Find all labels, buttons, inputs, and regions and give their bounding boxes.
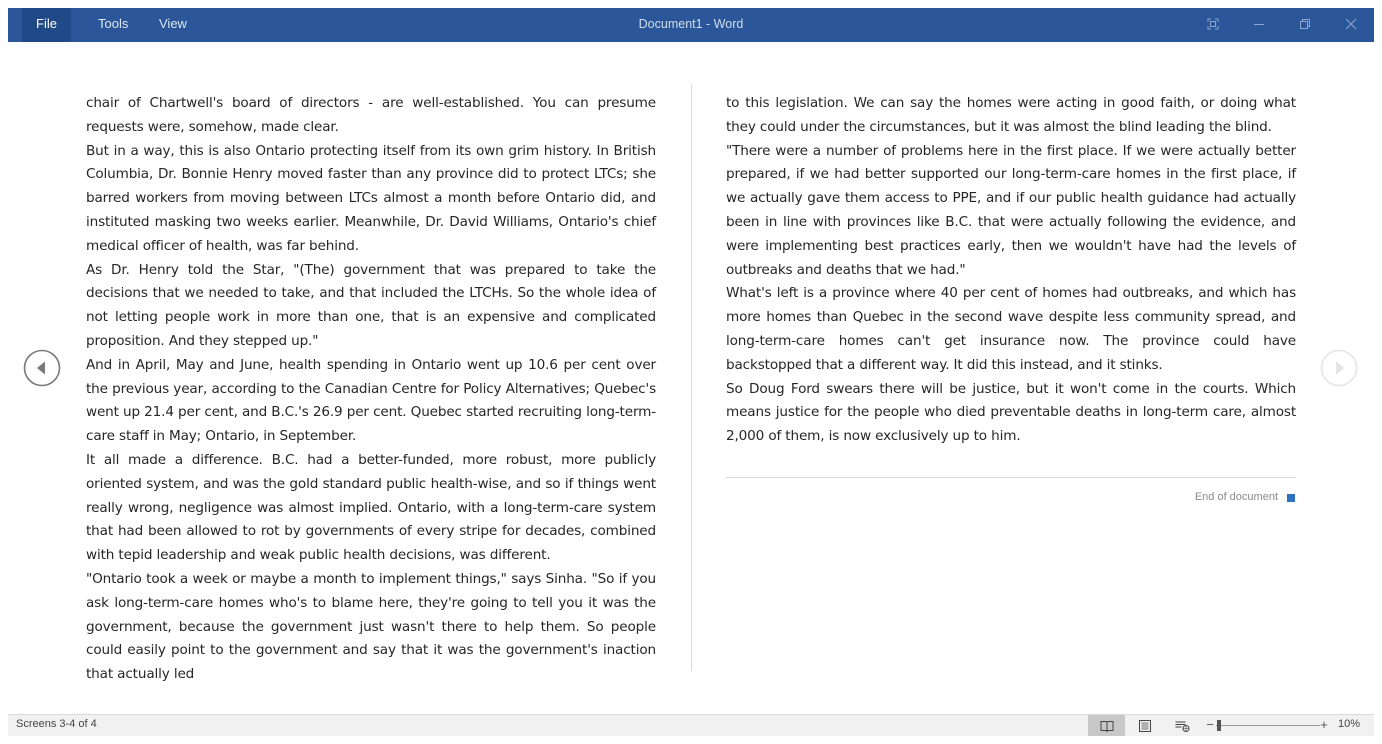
paragraph: chair of Chartwell's board of directors - are well-established. You can presume requests were, somehow, made clear. xyxy=(86,95,656,135)
end-of-document-rule xyxy=(726,477,1296,478)
minimize-button[interactable] xyxy=(1236,8,1282,40)
read-mode-button[interactable] xyxy=(1088,715,1125,736)
full-screen-button[interactable] xyxy=(1190,8,1236,40)
full-screen-icon xyxy=(1207,18,1219,30)
end-of-document-label: End of document xyxy=(1194,491,1278,503)
zoom-slider-thumb[interactable] xyxy=(1217,720,1221,731)
paragraph: to this legislation. We can say the homes were acting in good faith, or doing what they could under the circumstances, but it was almost the blind leading the blind. xyxy=(726,95,1296,135)
paragraph: "Ontario took a week or maybe a month to implement things," says Sinha. "So if you ask long-term-care homes who's to blame here, they're going to tell you it was the government, because the government just wasn't there to help them. So people could easily point to the government and say that it was the government's inaction that actually led xyxy=(86,570,656,683)
screen-count: Screens 3-4 of 4 xyxy=(16,718,97,730)
paragraph: "There were a number of problems here in the first place. If we were actually better prepared, if we had better supported our long-term-care homes in the first place, if we actually gave them access to PPE, and if our public health guidance had actually been in line with provinces like B.C. that were actually following the evidence, and were implementing best practices early, then we wouldn't have had the levels of outbreaks and deaths that we had." xyxy=(726,142,1296,278)
arrow-left-circle-icon xyxy=(23,349,61,387)
next-screen-button[interactable] xyxy=(1320,349,1358,387)
page-right xyxy=(726,92,1296,449)
title-bar xyxy=(8,8,1374,42)
read-mode-icon xyxy=(1100,720,1114,732)
zoom-level[interactable]: 10% xyxy=(1338,718,1361,730)
close-button[interactable] xyxy=(1328,8,1374,40)
paragraph: So Doug Ford swears there will be justice, but it won't come in the courts. Which means justice for the people who died preventable deaths in long-term care, almost 2,000 of them, is now exclusively up to him. xyxy=(726,380,1296,445)
word-window xyxy=(8,8,1374,736)
paragraph: It all made a difference. B.C. had a better-funded, more robust, more publicly oriented system, and was the gold standard public health-wise, and so if things went really wrong, negligence was almost implied. Ontario, with a long-term-care system that had been allowed to rot by governments of every stripe for decades, combined with tepid leadership and weak public health decisions, was different. xyxy=(86,451,656,564)
arrow-right-circle-icon xyxy=(1320,349,1358,387)
zoom-out-button[interactable]: − xyxy=(1206,717,1214,732)
menu-view[interactable]: View xyxy=(159,16,187,31)
minimize-icon xyxy=(1253,18,1265,30)
web-layout-button[interactable] xyxy=(1164,715,1201,736)
restore-icon xyxy=(1299,18,1311,30)
menu-tools[interactable]: Tools xyxy=(98,16,129,31)
zoom-in-button[interactable]: + xyxy=(1320,717,1328,732)
paragraph: As Dr. Henry told the Star, "(The) government that was prepared to take the decisions that we needed to take, and that included the LTCHs. So the whole idea of not letting people work in more than one, that is an expensive and complicated proposition. And they stepped up." xyxy=(86,261,656,349)
print-layout-button[interactable] xyxy=(1126,715,1163,736)
previous-screen-button[interactable] xyxy=(23,349,61,387)
restore-button[interactable] xyxy=(1282,8,1328,40)
zoom-slider-track[interactable] xyxy=(1216,725,1320,726)
paragraph: But in a way, this is also Ontario protecting itself from its own grim history. In British Columbia, Dr. Bonnie Henry moved faster than any province did to protect LTCs; she barred workers from moving between LTCs almost a month before Ontario did, and instituted masking two weeks earlier. Meanwhile, Dr. David Williams, Ontario's chief medical officer of health, was far behind. xyxy=(86,142,656,254)
status-bar xyxy=(8,714,1374,736)
print-layout-icon xyxy=(1138,720,1152,732)
window-title: Document1 - Word xyxy=(638,17,744,31)
web-layout-icon xyxy=(1175,720,1190,732)
menu-file[interactable]: File xyxy=(22,8,71,42)
page-left xyxy=(86,92,656,687)
paragraph: And in April, May and June, health spending in Ontario went up 10.6 per cent over the previous year, according to the Canadian Centre for Policy Alternatives; Quebec's went up 21.4 per cent, and B.C.'s 26.9 per cent. Quebec started recruiting long-term-care staff in May; Ontario, in September. xyxy=(86,356,656,445)
end-of-document-marker xyxy=(1287,494,1295,502)
close-icon xyxy=(1345,18,1357,30)
paragraph: What's left is a province where 40 per cent of homes had outbreaks, and which has more homes than Quebec in the second wave despite less community spread, and long-term-care homes can't get insurance now. The province could have backstopped that a different way. It did this instead, and it stinks. xyxy=(726,285,1296,373)
column-divider xyxy=(691,84,692,671)
